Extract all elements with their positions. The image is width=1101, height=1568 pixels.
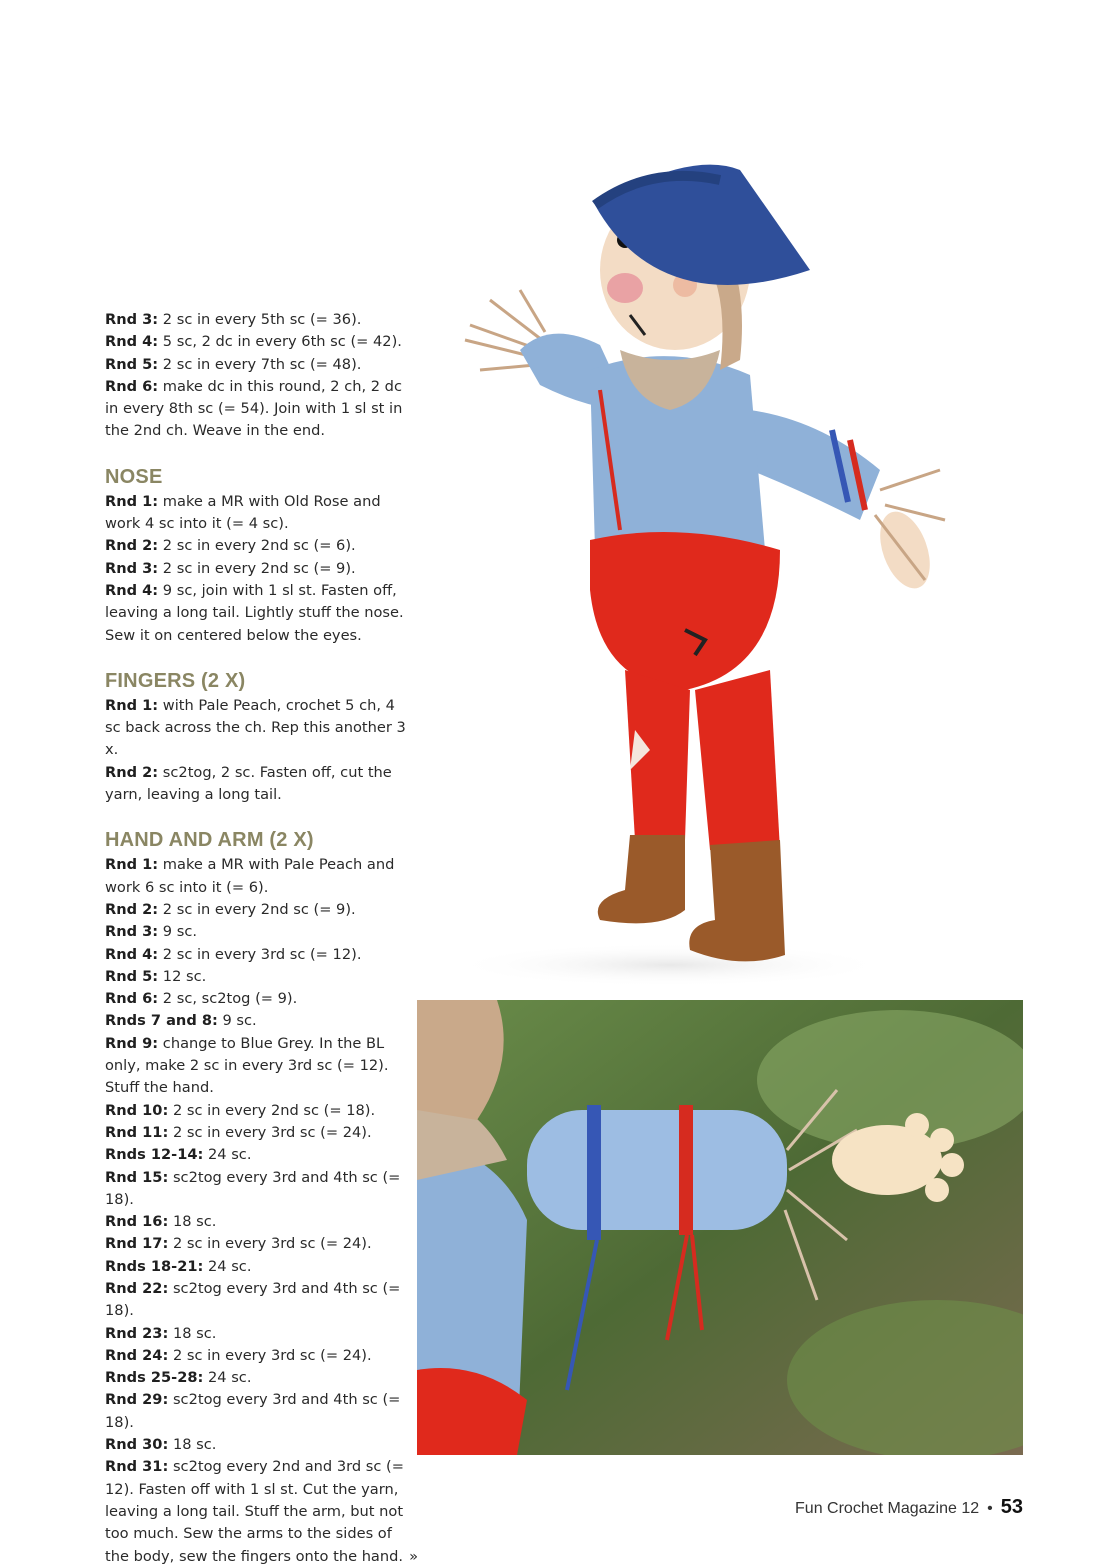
round-label: Rnd 29:	[105, 1391, 169, 1409]
instructions-column	[105, 309, 418, 1568]
pants-top	[590, 532, 780, 690]
round-text: sc2tog, 2 sc. Fasten off, cut the yarn, leaving a long tail.	[105, 763, 392, 804]
round-text: make a MR with Old Rose and work 4 sc into it (= 4 sc).	[105, 492, 381, 533]
round-label: Rnd 4:	[105, 333, 159, 351]
closeup-arm	[527, 1110, 787, 1230]
instruction-line	[105, 921, 410, 943]
fingers-rounds	[105, 695, 410, 806]
finger	[905, 1113, 929, 1137]
round-label: Rnds 12-14:	[105, 1146, 204, 1164]
round-text: change to Blue Grey. In the BL only, make 2 sc in every 3rd sc (= 12). Stuff the hand.	[105, 1034, 389, 1097]
round-text: 2 sc in every 5th sc (= 36).	[158, 311, 362, 328]
instruction-line	[105, 1144, 410, 1166]
fingers-heading: FINGERS (2 X)	[105, 669, 246, 692]
round-label: Rnd 3:	[105, 311, 159, 328]
round-label: Rnd 10:	[105, 1101, 169, 1119]
instruction-line	[105, 1033, 410, 1100]
nose-rounds	[105, 491, 410, 647]
finger	[940, 1153, 964, 1177]
instruction-line	[105, 695, 410, 762]
instruction-line	[105, 1100, 410, 1122]
scarecrow-doll-photo	[420, 110, 980, 990]
round-text: with Pale Peach, crochet 5 ch, 4 sc back across the ch. Rep this another 3 x.	[105, 696, 406, 759]
floor-shadow	[450, 943, 890, 987]
round-label: Rnd 4:	[105, 581, 159, 599]
instruction-line	[105, 1233, 410, 1255]
instruction-line	[105, 354, 410, 376]
instruction-line	[105, 535, 410, 557]
round-text: 2 sc in every 3rd sc (= 24).	[168, 1123, 372, 1141]
round-text: 24 sc.	[203, 1257, 252, 1275]
footer-bullet: •	[987, 1500, 993, 1517]
arm-heading: HAND AND ARM (2 X)	[105, 829, 314, 852]
instruction-line	[105, 762, 410, 807]
round-text: 2 sc in every 7th sc (= 48).	[158, 355, 362, 373]
round-label: Rnds 25-28:	[105, 1369, 204, 1387]
round-text: sc2tog every 3rd and 4th sc (= 18).	[105, 1391, 401, 1431]
instruction-line	[105, 899, 410, 921]
finger	[925, 1178, 949, 1202]
nose-heading: NOSE	[105, 465, 163, 488]
round-label: Rnds 7 and 8:	[105, 1012, 218, 1030]
instruction-line	[105, 558, 410, 580]
instruction-line	[105, 1256, 410, 1278]
round-label: Rnd 6:	[105, 990, 159, 1008]
round-label: Rnd 17:	[105, 1235, 169, 1253]
round-label: Rnd 31:	[105, 1458, 169, 1476]
round-text: 2 sc in every 3rd sc (= 12).	[158, 945, 362, 963]
round-text: 24 sc.	[203, 1369, 252, 1387]
round-text: 5 sc, 2 dc in every 6th sc (= 42).	[158, 333, 402, 351]
round-text: 24 sc.	[203, 1146, 252, 1164]
round-text: sc2tog every 3rd and 4th sc (= 18).	[105, 1279, 401, 1320]
round-label: Rnd 1:	[105, 856, 159, 874]
round-text: 9 sc, join with 1 sl st. Fasten off, leaving a long tail. Lightly stuff the nose. Sew it on centered below the eyes.	[105, 581, 404, 644]
instruction-line	[105, 1010, 410, 1032]
round-text: 2 sc in every 2nd sc (= 6).	[158, 537, 356, 555]
round-label: Rnd 2:	[105, 900, 159, 918]
closeup-band-blue	[587, 1105, 601, 1240]
round-text: 18 sc.	[168, 1213, 217, 1231]
round-text: 18 sc.	[168, 1324, 217, 1342]
right-boot	[689, 840, 785, 961]
round-label: Rnd 3:	[105, 923, 159, 941]
instruction-line	[105, 1367, 410, 1389]
round-label: Rnd 15:	[105, 1168, 169, 1186]
right-leg	[695, 670, 780, 850]
round-label: Rnd 11:	[105, 1123, 169, 1141]
round-label: Rnd 16:	[105, 1213, 169, 1231]
round-label: Rnd 1:	[105, 696, 159, 714]
instruction-line	[105, 1167, 410, 1212]
instruction-line	[105, 966, 410, 988]
round-label: Rnd 3:	[105, 559, 159, 577]
magazine-title: Fun Crochet Magazine 12	[795, 1500, 980, 1517]
round-text: make a MR with Pale Peach and work 6 sc into it (= 6).	[105, 856, 395, 896]
round-text: 2 sc in every 3rd sc (= 24).	[168, 1235, 372, 1253]
round-text: 2 sc in every 3rd sc (= 24).	[168, 1346, 372, 1364]
left-boot	[598, 835, 685, 923]
instruction-line	[105, 988, 410, 1010]
round-label: Rnd 24:	[105, 1346, 169, 1364]
instruction-line	[105, 1345, 410, 1367]
round-label: Rnd 9:	[105, 1034, 159, 1052]
round-text: make dc in this round, 2 ch, 2 dc in every 8th sc (= 54). Join with 1 sl st in the 2nd ch. Weave in the end.	[105, 377, 403, 440]
round-text: 2 sc in every 2nd sc (= 18).	[168, 1101, 376, 1119]
round-label: Rnds 18-21:	[105, 1257, 204, 1275]
instruction-line	[105, 331, 410, 353]
instruction-line	[105, 580, 410, 647]
arm-closeup-photo	[417, 1000, 1023, 1455]
instruction-line	[105, 1389, 410, 1434]
instruction-line	[105, 1323, 410, 1345]
round-text: 9 sc.	[158, 923, 197, 941]
arm-rounds	[105, 854, 418, 1568]
round-text: 2 sc, sc2tog (= 9).	[158, 990, 298, 1008]
page-footer	[795, 1496, 1023, 1519]
page-number: 53	[1000, 1496, 1023, 1518]
round-label: Rnd 5:	[105, 355, 159, 373]
round-text: 9 sc.	[217, 1012, 257, 1030]
closeup-hand	[832, 1125, 942, 1195]
round-text: 12 sc.	[158, 967, 207, 985]
round-text: 18 sc.	[168, 1436, 217, 1454]
round-text: sc2tog every 3rd and 4th sc (= 18).	[105, 1168, 401, 1208]
instruction-line	[105, 1456, 410, 1567]
finger	[930, 1128, 954, 1152]
closeup-band-red	[679, 1105, 693, 1235]
instruction-line	[105, 944, 410, 966]
instruction-line	[105, 376, 410, 443]
round-text: 2 sc in every 2nd sc (= 9).	[158, 900, 356, 918]
round-label: Rnd 23:	[105, 1324, 169, 1342]
round-label: Rnd 1:	[105, 492, 159, 510]
round-label: Rnd 2:	[105, 537, 159, 555]
doll-nose	[607, 273, 643, 303]
instruction-line	[105, 1122, 410, 1144]
right-arm	[750, 410, 880, 520]
continue-mark: »	[409, 1547, 418, 1565]
intro-rounds	[105, 309, 410, 443]
round-label: Rnd 4:	[105, 945, 159, 963]
round-text: sc2tog every 2nd and 3rd sc (= 12). Fasten off with 1 sl st. Cut the yarn, leaving a long tail. Stuff the arm, but not too much. Sew the arms to the sides of the body, sew the fingers onto the hand.	[105, 1458, 404, 1565]
round-text: 2 sc in every 2nd sc (= 9).	[158, 559, 356, 577]
instruction-line	[105, 1211, 410, 1233]
round-label: Rnd 2:	[105, 763, 159, 781]
instruction-line	[105, 1278, 410, 1323]
round-label: Rnd 5:	[105, 967, 159, 985]
instruction-line	[105, 1434, 410, 1456]
round-label: Rnd 6:	[105, 377, 159, 395]
round-label: Rnd 30:	[105, 1436, 169, 1454]
round-label: Rnd 22:	[105, 1279, 169, 1297]
instruction-line	[105, 854, 410, 899]
instruction-line	[105, 309, 410, 331]
instruction-line	[105, 491, 410, 536]
right-hand	[871, 505, 940, 595]
